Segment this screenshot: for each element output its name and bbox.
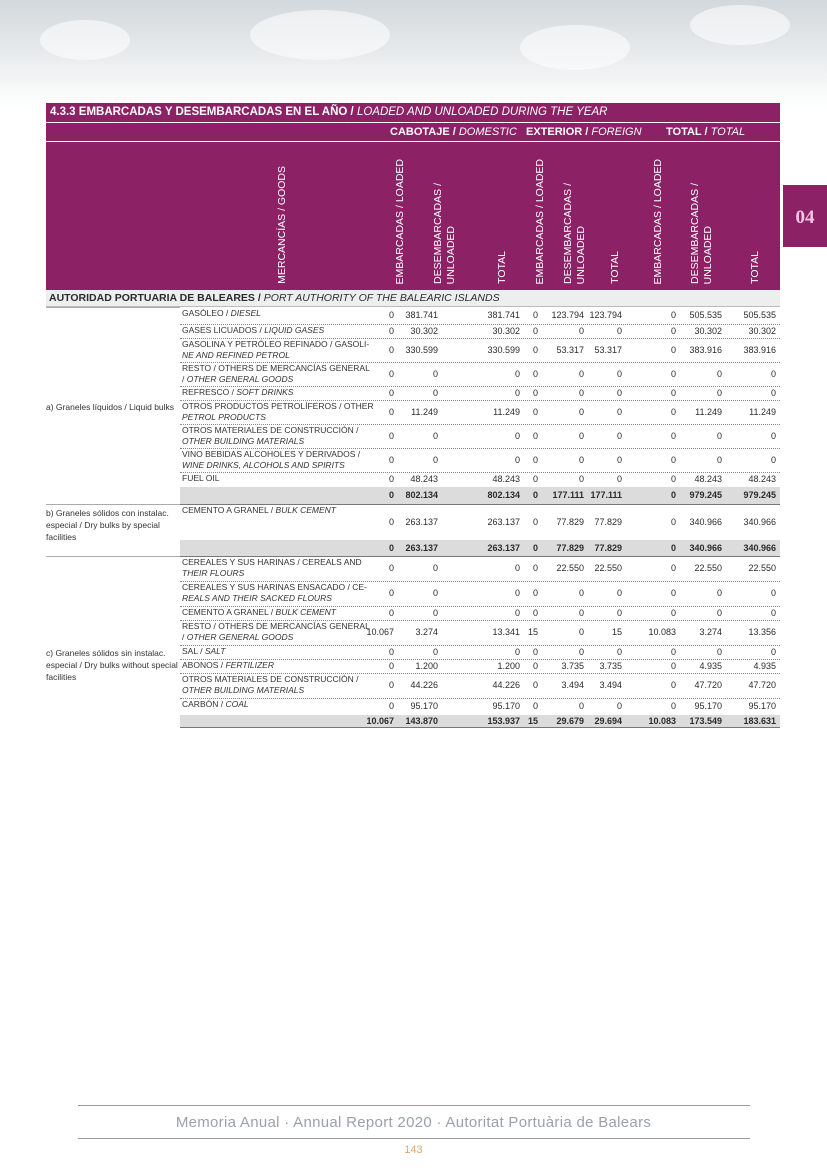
value-cell: 0 <box>670 517 676 527</box>
value-cell: 381.741 <box>487 310 520 320</box>
value-cell: 177.111 <box>552 490 584 500</box>
value-cell: 10.083 <box>648 627 676 637</box>
value-cell: 0 <box>532 701 538 711</box>
table-row <box>180 472 780 488</box>
value-cell: 0 <box>532 661 538 671</box>
value-cell: 173.549 <box>689 716 722 726</box>
value-cell: 0 <box>532 431 538 441</box>
value-cell: 0 <box>578 588 584 598</box>
value-cell: 0 <box>432 647 438 657</box>
value-cell: 47.720 <box>748 680 776 690</box>
header-total-unloaded-2: UNLOADED <box>702 225 714 284</box>
page-number: 143 <box>404 1144 423 1156</box>
header-cabotaje-unloaded-1: DESEMBARCADAS / <box>432 183 444 284</box>
value-cell: 3.274 <box>415 627 438 637</box>
table-row <box>180 659 780 674</box>
table-row <box>180 620 780 646</box>
goods-label-main: OTROS MATERIALES DE CONSTRUCCIÓN / <box>182 674 359 684</box>
value-cell: 0 <box>670 543 676 553</box>
value-cell: 0 <box>388 563 394 573</box>
value-cell: 0 <box>532 563 538 573</box>
subtotal-row <box>180 715 780 728</box>
value-cell: 0 <box>716 388 722 398</box>
footer-text: Memoria Anual · Annual Report 2020 · Autoritat Portuària de Balears <box>175 1114 652 1131</box>
value-cell: 0 <box>578 647 584 657</box>
value-cell: 0 <box>514 431 520 441</box>
value-cell: 0 <box>670 647 676 657</box>
goods-label-main: GASÓLEO / <box>182 308 231 318</box>
value-cell: 0 <box>578 407 584 417</box>
value-cell: 0 <box>432 431 438 441</box>
subtotal-row <box>180 487 780 505</box>
header-goods: MERCANCÍAS / GOODS <box>276 166 288 284</box>
value-cell: 0 <box>616 588 622 598</box>
value-cell: 0 <box>388 490 394 500</box>
value-cell: 0 <box>388 345 394 355</box>
table-row <box>180 556 780 582</box>
value-cell: 48.243 <box>492 474 520 484</box>
value-cell: 263.137 <box>405 517 438 527</box>
goods-label-main: VINO BEBIDAS ALCOHOLES Y DERIVADOS / <box>182 449 361 459</box>
value-cell: 0 <box>388 680 394 690</box>
group-cabotaje <box>390 126 517 138</box>
value-cell: 0 <box>670 680 676 690</box>
value-cell: 153.937 <box>487 716 520 726</box>
value-cell: 48.243 <box>410 474 438 484</box>
page-header-background <box>0 0 827 110</box>
table-row <box>180 424 780 449</box>
value-cell: 0 <box>616 326 622 336</box>
goods-label-italic: OTHER GENERAL GOODS <box>186 374 294 384</box>
table-title <box>46 103 780 123</box>
group-exterior <box>526 126 642 138</box>
value-cell: 0 <box>716 647 722 657</box>
value-cell: 30.302 <box>748 326 776 336</box>
value-cell: 44.226 <box>410 680 438 690</box>
value-cell: 13.356 <box>748 627 776 637</box>
value-cell: 123.794 <box>551 310 584 320</box>
table-row <box>180 673 780 699</box>
header-exterior-total: TOTAL <box>609 251 621 284</box>
value-cell: 77.829 <box>594 543 622 553</box>
value-cell: 0 <box>514 455 520 465</box>
value-cell: 95.170 <box>694 701 722 711</box>
value-cell: 0 <box>670 455 676 465</box>
table-title-main: 4.3.3 EMBARCADAS Y DESEMBARCADAS EN EL AÑO / <box>50 106 357 118</box>
value-cell: 0 <box>578 701 584 711</box>
value-cell: 10.083 <box>648 716 676 726</box>
category-label: c) Graneles sólidos sin instalac. especial / Dry bulks without special facilities <box>46 556 180 727</box>
group-total-main: TOTAL / <box>666 126 711 138</box>
goods-label-main: CEMENTO A GRANEL / <box>182 607 276 617</box>
value-cell: 383.916 <box>743 345 776 355</box>
value-cell: 3.274 <box>699 627 722 637</box>
value-cell: 340.966 <box>689 517 722 527</box>
header-cabotaje-unloaded-2: UNLOADED <box>445 225 457 284</box>
goods-label-main: FUEL OIL <box>182 473 220 483</box>
table-row <box>180 581 780 607</box>
value-cell: 22.550 <box>594 563 622 573</box>
value-cell: 0 <box>616 388 622 398</box>
section-main: AUTORIDAD PORTUARIA DE BALEARES / <box>49 292 264 304</box>
table-row <box>180 338 780 363</box>
goods-label-main: REFRESCO / <box>182 387 237 397</box>
value-cell: 0 <box>616 474 622 484</box>
value-cell: 177.111 <box>590 490 622 500</box>
value-cell: 0 <box>388 388 394 398</box>
header-total-unloaded-1: DESEMBARCADAS / <box>689 183 701 284</box>
table-row <box>180 324 780 339</box>
value-cell: 979.245 <box>689 490 722 500</box>
goods-label-main: CARBÓN / <box>182 699 226 709</box>
table-row <box>180 307 780 325</box>
value-cell: 381.741 <box>405 310 438 320</box>
value-cell: 0 <box>388 543 394 553</box>
goods-label-italic: THEIR FLOURS <box>182 568 245 578</box>
value-cell: 979.245 <box>743 490 776 500</box>
value-cell: 0 <box>670 407 676 417</box>
value-cell: 802.134 <box>487 490 520 500</box>
goods-label-main: CEREALES Y SUS HARINAS / CEREALS AND <box>182 557 362 567</box>
value-cell: 0 <box>578 627 584 637</box>
value-cell: 44.226 <box>492 680 520 690</box>
value-cell: 0 <box>388 608 394 618</box>
value-cell: 0 <box>388 369 394 379</box>
value-cell: 0 <box>670 345 676 355</box>
decorative-blot <box>40 20 130 60</box>
value-cell: 0 <box>432 388 438 398</box>
value-cell: 0 <box>716 608 722 618</box>
value-cell: 0 <box>616 431 622 441</box>
value-cell: 1.200 <box>497 661 520 671</box>
goods-label-italic: SOFT DRINKS <box>236 387 294 397</box>
goods-label-italic: BULK CEMENT <box>275 505 336 515</box>
goods-label-main: CEREALES Y SUS HARINAS ENSACADO / CE- <box>182 582 367 592</box>
value-cell: 0 <box>670 431 676 441</box>
value-cell: 30.302 <box>492 326 520 336</box>
value-cell: 143.870 <box>405 716 438 726</box>
table-row <box>180 448 780 473</box>
goods-label-main: GASES LICUADOS / <box>182 325 265 335</box>
value-cell: 11.249 <box>411 407 438 417</box>
decorative-blot <box>690 5 790 45</box>
value-cell: 77.829 <box>556 517 584 527</box>
header-cabotaje-total: TOTAL <box>496 251 508 284</box>
value-cell: 0 <box>388 474 394 484</box>
value-cell: 263.137 <box>487 517 520 527</box>
value-cell: 0 <box>578 326 584 336</box>
value-cell: 0 <box>578 474 584 484</box>
value-cell: 11.249 <box>493 407 520 417</box>
value-cell: 13.341 <box>492 627 520 637</box>
value-cell: 0 <box>388 588 394 598</box>
goods-label-main: OTROS PRODUCTOS PETROLÍFEROS / OTHER <box>182 401 374 411</box>
value-cell: 3.494 <box>599 680 622 690</box>
value-cell: 77.829 <box>594 517 622 527</box>
goods-label-italic: REALS AND THEIR SACKED FLOURS <box>182 593 332 603</box>
value-cell: 340.966 <box>743 543 776 553</box>
value-cell: 0 <box>514 563 520 573</box>
value-cell: 330.599 <box>405 345 438 355</box>
value-cell: 263.137 <box>487 543 520 553</box>
value-cell: 0 <box>532 647 538 657</box>
value-cell: 0 <box>770 431 776 441</box>
value-cell: 53.317 <box>556 345 584 355</box>
group-total-italic: TOTAL <box>710 126 746 138</box>
value-cell: 0 <box>388 407 394 417</box>
goods-label-main: SAL / <box>182 646 205 656</box>
table-row <box>180 386 780 401</box>
value-cell: 0 <box>432 563 438 573</box>
value-cell: 0 <box>514 647 520 657</box>
value-cell: 95.170 <box>410 701 438 711</box>
value-cell: 383.916 <box>689 345 722 355</box>
value-cell: 3.494 <box>561 680 584 690</box>
value-cell: 0 <box>770 388 776 398</box>
value-cell: 95.170 <box>748 701 776 711</box>
value-cell: 0 <box>670 326 676 336</box>
subtotal-row <box>180 540 780 557</box>
value-cell: 0 <box>578 455 584 465</box>
table-row <box>180 362 780 387</box>
value-cell: 0 <box>616 407 622 417</box>
value-cell: 10.067 <box>366 627 394 637</box>
value-cell: 53.317 <box>594 345 622 355</box>
value-cell: 0 <box>616 647 622 657</box>
group-cabotaje-italic: DOMESTIC <box>458 126 517 138</box>
header-total-loaded: EMBARCADAS / LOADED <box>652 158 664 284</box>
value-cell: 0 <box>578 369 584 379</box>
column-group-header <box>46 123 780 141</box>
value-cell: 0 <box>670 701 676 711</box>
footer-divider-top <box>78 1105 750 1106</box>
value-cell: 0 <box>670 563 676 573</box>
decorative-blot <box>520 25 630 70</box>
value-cell: 0 <box>670 588 676 598</box>
decorative-blot <box>250 10 390 60</box>
value-cell: 0 <box>616 455 622 465</box>
group-total <box>666 126 745 138</box>
value-cell: 0 <box>388 517 394 527</box>
value-cell: 0 <box>578 608 584 618</box>
value-cell: 15 <box>527 627 538 637</box>
value-cell: 48.243 <box>694 474 722 484</box>
value-cell: 0 <box>532 490 538 500</box>
goods-label-italic: NE AND REFINED PETROL <box>182 350 290 360</box>
value-cell: 330.599 <box>487 345 520 355</box>
value-cell: 0 <box>532 588 538 598</box>
value-cell: 0 <box>388 310 394 320</box>
value-cell: 0 <box>532 543 538 553</box>
value-cell: 0 <box>670 310 676 320</box>
goods-label-main: RESTO / OTHERS DE MERCANCÍAS GENERAL / <box>182 363 370 384</box>
value-cell: 0 <box>670 661 676 671</box>
value-cell: 48.243 <box>748 474 776 484</box>
header-total-total: TOTAL <box>749 251 761 284</box>
group-cabotaje-main: CABOTAJE / <box>390 126 459 138</box>
value-cell: 22.550 <box>748 563 776 573</box>
section-header <box>46 290 780 307</box>
value-cell: 183.631 <box>743 716 776 726</box>
value-cell: 0 <box>616 369 622 379</box>
value-cell: 30.302 <box>694 326 722 336</box>
value-cell: 95.170 <box>492 701 520 711</box>
column-headers <box>46 141 780 290</box>
value-cell: 0 <box>514 388 520 398</box>
value-cell: 0 <box>532 369 538 379</box>
goods-label-italic: PETROL PRODUCTS <box>182 412 266 422</box>
value-cell: 47.720 <box>694 680 722 690</box>
value-cell: 0 <box>532 388 538 398</box>
value-cell: 0 <box>432 588 438 598</box>
value-cell: 0 <box>716 455 722 465</box>
table-row <box>180 504 780 541</box>
value-cell: 0 <box>716 431 722 441</box>
value-cell: 0 <box>532 517 538 527</box>
value-cell: 4.935 <box>699 661 722 671</box>
table-title-italic: LOADED AND UNLOADED DURING THE YEAR <box>356 106 608 118</box>
header-cabotaje-loaded: EMBARCADAS / LOADED <box>394 158 406 284</box>
value-cell: 29.694 <box>594 716 622 726</box>
goods-label-italic: LIQUID GASES <box>264 325 325 335</box>
goods-label-italic: SALT <box>204 646 226 656</box>
value-cell: 0 <box>388 431 394 441</box>
value-cell: 3.735 <box>599 661 622 671</box>
value-cell: 0 <box>514 369 520 379</box>
value-cell: 0 <box>432 369 438 379</box>
value-cell: 15 <box>527 716 538 726</box>
value-cell: 0 <box>578 431 584 441</box>
value-cell: 0 <box>616 608 622 618</box>
value-cell: 0 <box>670 388 676 398</box>
value-cell: 0 <box>716 588 722 598</box>
value-cell: 0 <box>532 608 538 618</box>
value-cell: 340.966 <box>689 543 722 553</box>
value-cell: 3.735 <box>561 661 584 671</box>
header-exterior-unloaded-1: DESEMBARCADAS / <box>562 183 574 284</box>
section-italic: PORT AUTHORITY OF THE BALEARIC ISLANDS <box>263 292 500 304</box>
value-cell: 0 <box>770 369 776 379</box>
table-row <box>180 645 780 660</box>
goods-label <box>182 505 374 516</box>
value-cell: 263.137 <box>405 543 438 553</box>
value-cell: 0 <box>514 588 520 598</box>
value-cell: 15 <box>611 627 622 637</box>
value-cell: 0 <box>532 310 538 320</box>
value-cell: 0 <box>670 474 676 484</box>
value-cell: 505.535 <box>743 310 776 320</box>
value-cell: 0 <box>670 490 676 500</box>
value-cell: 0 <box>532 326 538 336</box>
value-cell: 10.067 <box>366 716 394 726</box>
goods-label-main: CEMENTO A GRANEL / <box>182 505 276 515</box>
goods-label-main: GASOLINA Y PETRÓLEO REFINADO / GASOLI- <box>182 339 370 349</box>
value-cell: 0 <box>670 369 676 379</box>
value-cell: 0 <box>532 474 538 484</box>
value-cell: 0 <box>770 455 776 465</box>
goods-label-main: ABONOS / <box>182 660 226 670</box>
value-cell: 29.679 <box>556 716 584 726</box>
goods-table <box>46 103 780 727</box>
value-cell: 505.535 <box>689 310 722 320</box>
value-cell: 11.249 <box>695 407 722 417</box>
value-cell: 1.200 <box>415 661 438 671</box>
value-cell: 123.794 <box>589 310 622 320</box>
value-cell: 0 <box>388 326 394 336</box>
value-cell: 0 <box>432 455 438 465</box>
category-label: b) Graneles sólidos con instalac. especial / Dry bulks by special facilities <box>46 504 180 556</box>
value-cell: 0 <box>532 680 538 690</box>
value-cell: 0 <box>388 701 394 711</box>
goods-label-italic: DIESEL <box>230 308 261 318</box>
group-exterior-italic: FOREIGN <box>591 126 642 138</box>
group-exterior-main: EXTERIOR / <box>526 126 592 138</box>
value-cell: 0 <box>388 647 394 657</box>
goods-label-italic: WINE DRINKS, ALCOHOLS AND SPIRITS <box>182 460 345 470</box>
value-cell: 0 <box>388 455 394 465</box>
value-cell: 11.249 <box>749 407 776 417</box>
chapter-tab: 04 <box>783 185 827 247</box>
value-cell: 0 <box>532 455 538 465</box>
value-cell: 77.829 <box>556 543 584 553</box>
value-cell: 0 <box>770 647 776 657</box>
footer-divider-bottom <box>78 1138 750 1139</box>
header-exterior-loaded: EMBARCADAS / LOADED <box>534 158 546 284</box>
value-cell: 4.935 <box>753 661 776 671</box>
table-row <box>180 698 780 716</box>
value-cell: 22.550 <box>694 563 722 573</box>
value-cell: 0 <box>578 388 584 398</box>
goods-label-italic: OTHER BUILDING MATERIALS <box>182 685 305 695</box>
table-row <box>180 606 780 621</box>
value-cell: 0 <box>716 369 722 379</box>
goods-label-italic: FERTILIZER <box>225 660 274 670</box>
value-cell: 802.134 <box>405 490 438 500</box>
value-cell: 30.302 <box>410 326 438 336</box>
value-cell: 0 <box>388 661 394 671</box>
value-cell: 0 <box>432 608 438 618</box>
goods-label-italic: COAL <box>225 699 249 709</box>
goods-label-italic: OTHER GENERAL GOODS <box>186 632 294 642</box>
value-cell: 0 <box>770 588 776 598</box>
value-cell: 0 <box>670 608 676 618</box>
header-exterior-unloaded-2: UNLOADED <box>575 225 587 284</box>
category-label: a) Graneles líquidos / Liquid bulks <box>46 307 180 504</box>
value-cell: 340.966 <box>743 517 776 527</box>
value-cell: 0 <box>532 345 538 355</box>
value-cell: 0 <box>514 608 520 618</box>
value-cell: 22.550 <box>556 563 584 573</box>
value-cell: 0 <box>532 407 538 417</box>
goods-label-main: RESTO / OTHERS DE MERCANCÍAS GENERAL / <box>182 621 370 642</box>
table-row <box>180 400 780 425</box>
value-cell: 0 <box>616 701 622 711</box>
goods-label-main: OTROS MATERIALES DE CONSTRUCCIÓN / <box>182 425 359 435</box>
goods-label-italic: BULK CEMENT <box>275 607 336 617</box>
table-body <box>46 307 780 727</box>
goods-label-italic: OTHER BUILDING MATERIALS <box>182 436 305 446</box>
value-cell: 0 <box>770 608 776 618</box>
